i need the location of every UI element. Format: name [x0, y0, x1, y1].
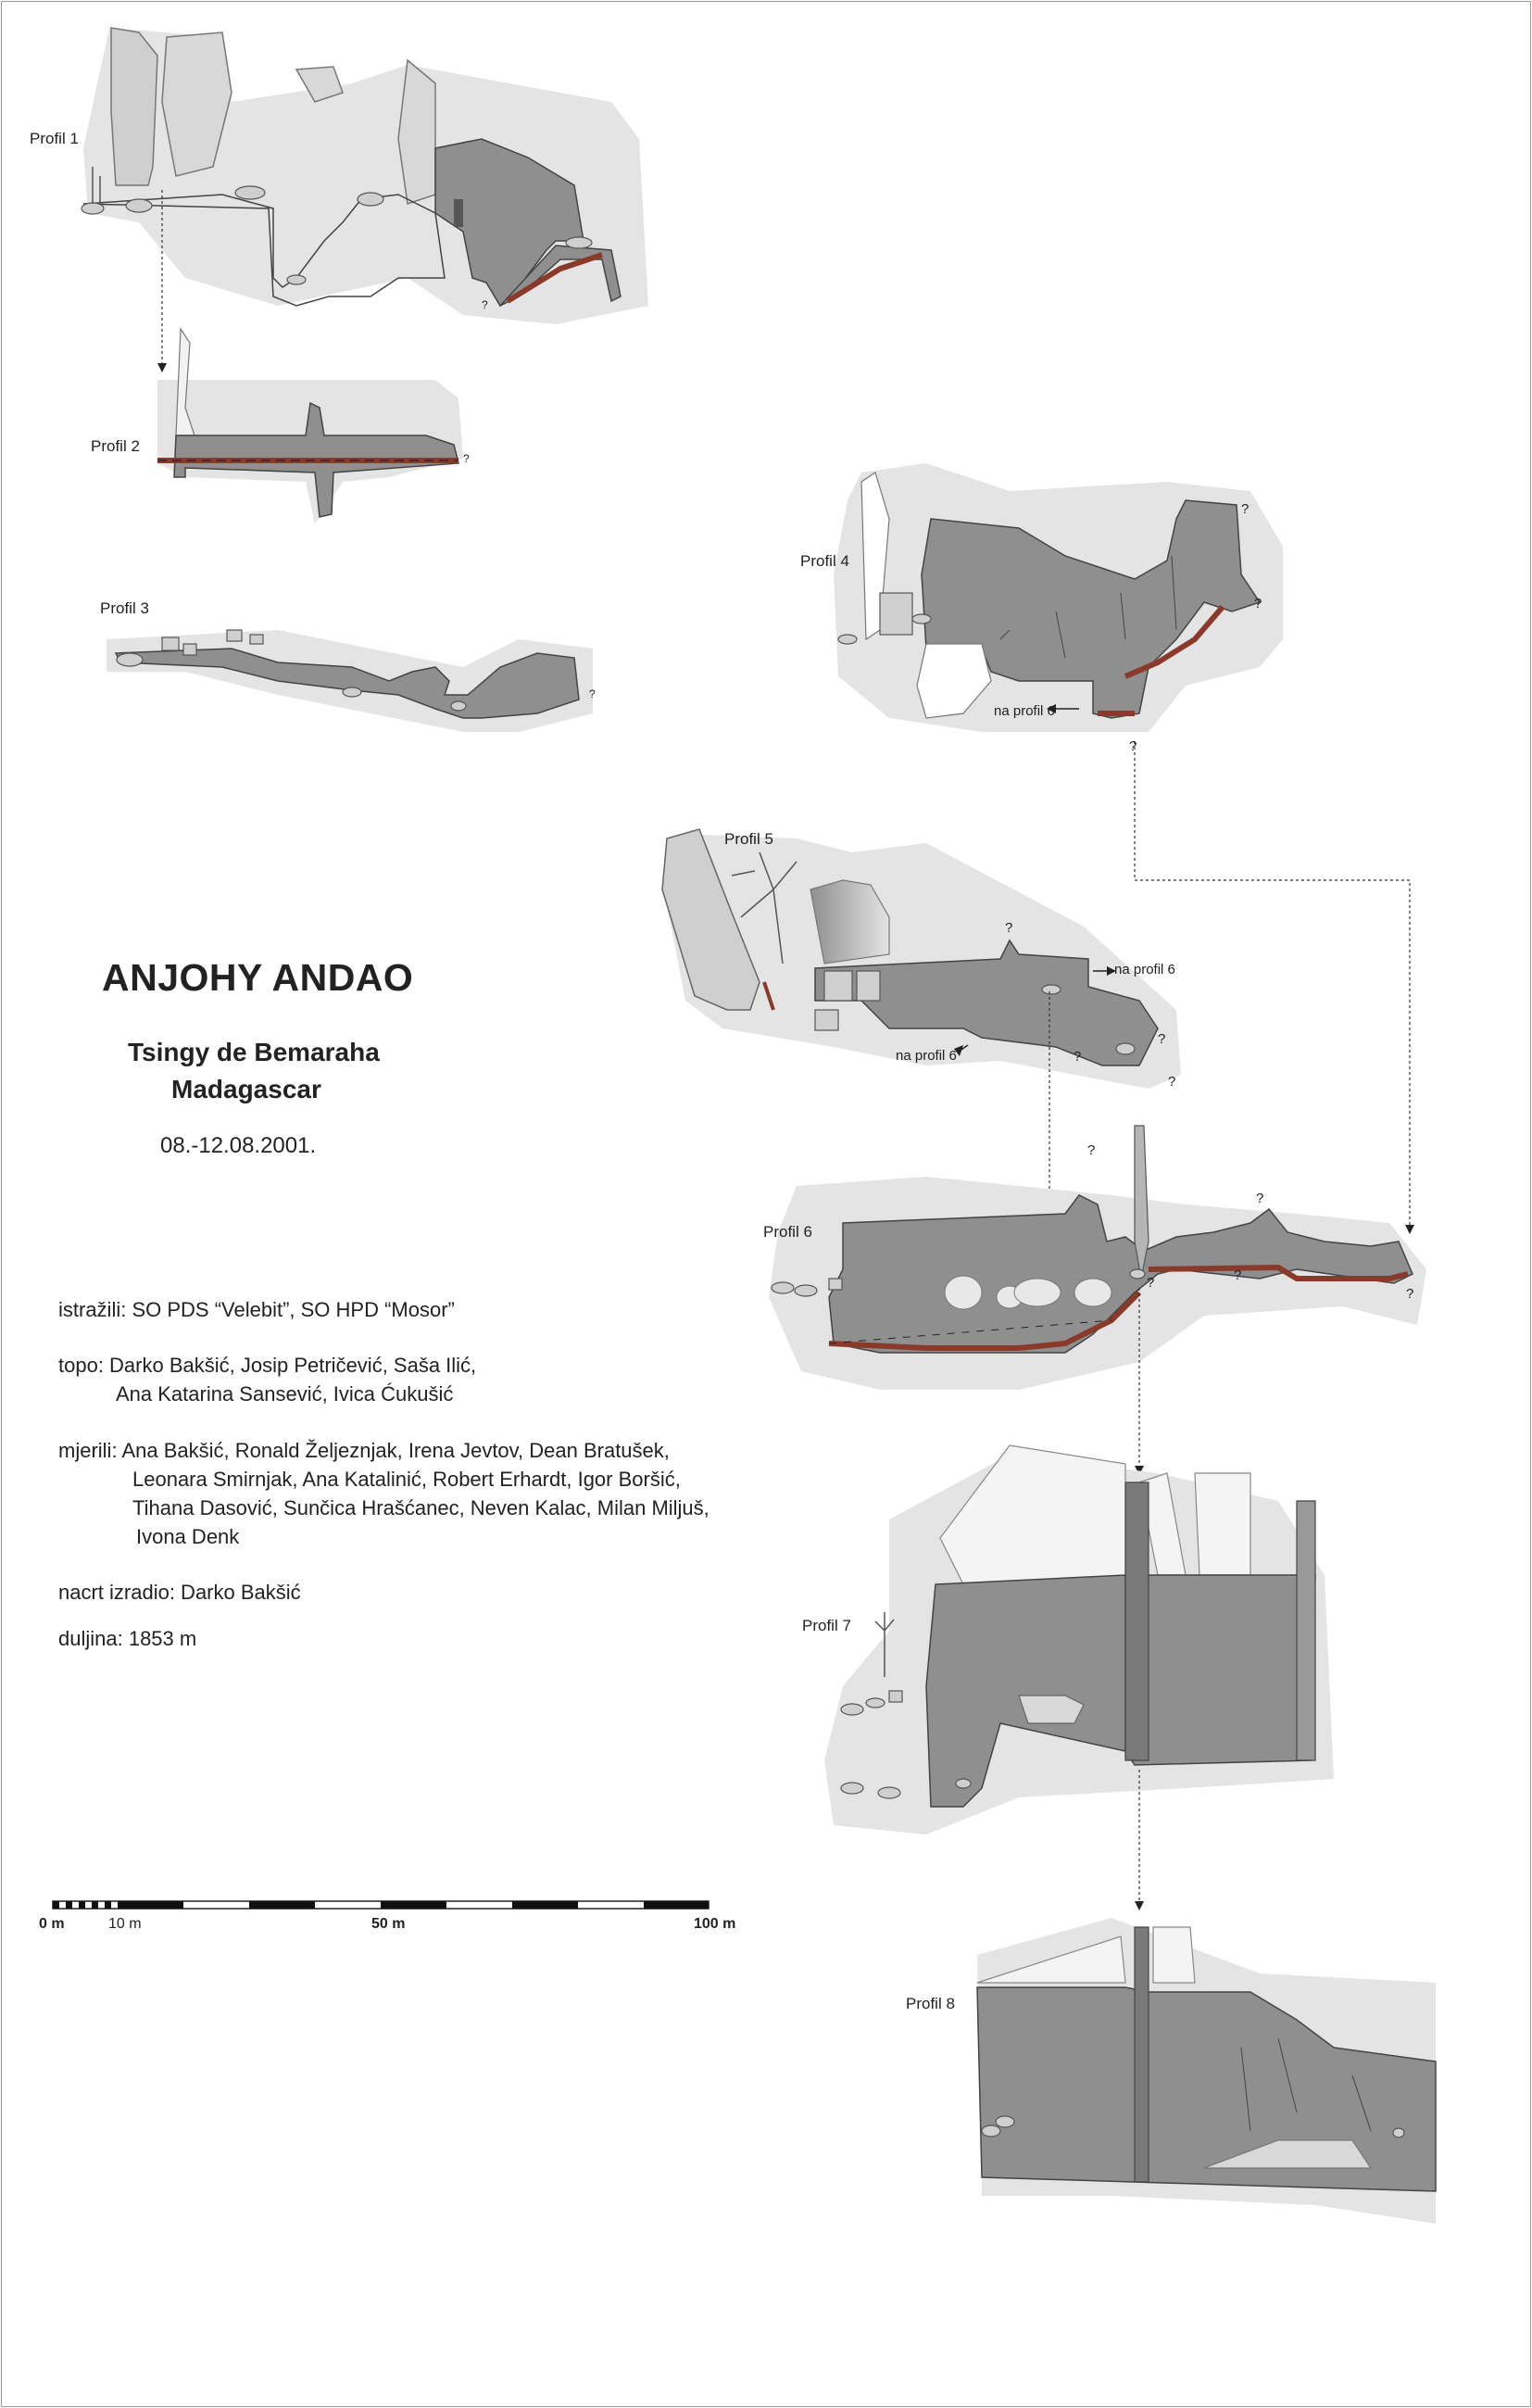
credits-drawn-by: nacrt izradio: Darko Bakšić [58, 1581, 301, 1604]
profile-8-label: Profil 8 [906, 1995, 955, 2012]
unknown-mark: ? [1168, 1074, 1176, 1090]
scale-label-10m: 10 m [108, 1916, 142, 1932]
unknown-mark: ? [482, 298, 488, 311]
link-to-profile-6: na profil 6 [896, 1048, 957, 1064]
unknown-mark: ? [1254, 596, 1262, 611]
profile-3-label: Profil 3 [100, 599, 149, 617]
cave-length: duljina: 1853 m [58, 1627, 197, 1650]
location-country: Madagascar [171, 1075, 321, 1103]
profile-6-label: Profil 6 [763, 1223, 812, 1241]
credits-measured-line1: mjerili: Ana Bakšić, Ronald Željeznjak, Irena Jevtov, Dean Bratušek, [58, 1439, 670, 1462]
credits-measured-line4: Ivona Denk [136, 1525, 240, 1548]
unknown-mark: ? [1129, 738, 1137, 754]
unknown-mark: ? [1005, 920, 1013, 936]
map-title: ANJOHY ANDAO [102, 956, 414, 999]
unknown-mark: ? [1158, 1031, 1166, 1047]
unknown-mark: ? [463, 452, 470, 465]
unknown-mark: ? [1074, 1049, 1082, 1065]
unknown-mark: ? [1087, 1142, 1096, 1158]
link-to-profile-6: na profil 6 [994, 703, 1055, 719]
unknown-mark: ? [1234, 1267, 1242, 1283]
profile-7-label: Profil 7 [802, 1617, 851, 1634]
unknown-mark: ? [1256, 1191, 1264, 1206]
link-to-profile-6: na profil 6 [1114, 962, 1175, 977]
expedition-date: 08.-12.08.2001. [160, 1133, 317, 1158]
credits-survey-line1: topo: Darko Bakšić, Josip Petričević, Saša Ilić, [58, 1354, 477, 1377]
profile-8-drawing [977, 1918, 1436, 2224]
profile-7-drawing [824, 1445, 1334, 1910]
unknown-mark: ? [1241, 501, 1249, 517]
profile-6-drawing [769, 1126, 1426, 1475]
scale-label-50m: 50 m [371, 1916, 406, 1932]
scale-label-0m: 0 m [39, 1916, 65, 1932]
credits-measured-line3: Tihana Dasović, Sunčica Hrašćanec, Neven Kalac, Milan Miljuš, [132, 1496, 709, 1519]
credits-explored: istražili: SO PDS “Velebit”, SO HPD “Mosor” [58, 1298, 455, 1321]
unknown-mark: ? [589, 687, 596, 700]
scale-bar [53, 1901, 709, 1909]
credits-survey-line2: Ana Katarina Sansević, Ivica Ćukušić [116, 1382, 454, 1406]
profile-1-drawing [82, 28, 648, 372]
unknown-mark: ? [1147, 1275, 1155, 1291]
profile-5-label: Profil 5 [724, 830, 773, 848]
credits-measured-line2: Leonara Smirnjak, Ana Katalinić, Robert Erhardt, Igor Boršić, [132, 1468, 681, 1491]
unknown-mark: ? [1406, 1286, 1414, 1302]
profile-2-label: Profil 2 [91, 437, 140, 455]
profile-2-drawing [157, 329, 463, 523]
profile-4-label: Profil 4 [800, 552, 849, 570]
profile-3-drawing [107, 630, 593, 732]
scale-label-100m: 100 m [694, 1916, 736, 1932]
profile-1-label: Profil 1 [30, 130, 79, 147]
location-region: Tsingy de Bemaraha [128, 1038, 380, 1066]
